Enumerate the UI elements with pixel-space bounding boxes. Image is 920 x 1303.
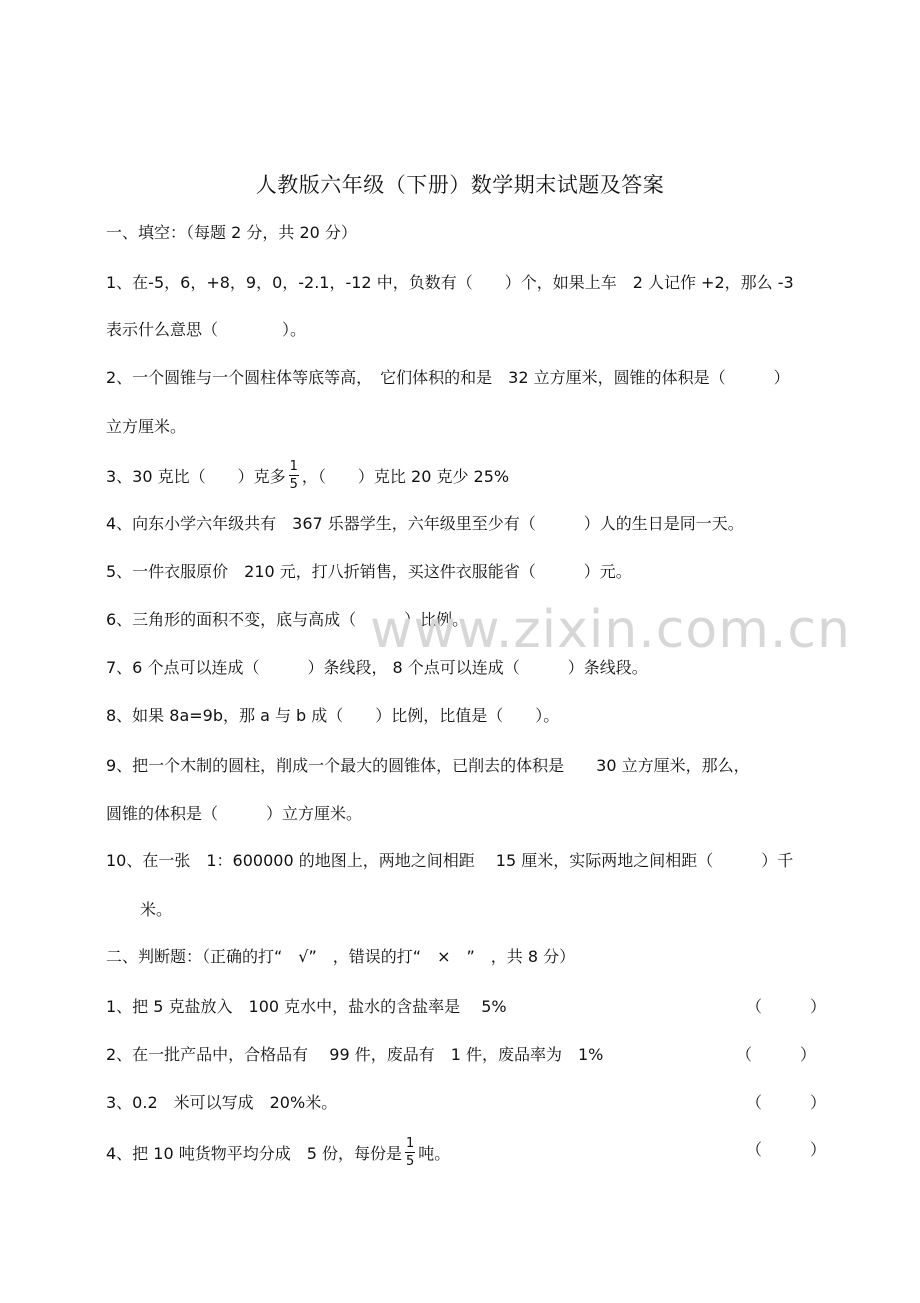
page-title: 人教版六年级（下册）数学期末试题及答案 bbox=[255, 173, 665, 197]
judgment-2-answer-blank: （ ） bbox=[736, 1045, 817, 1064]
fraction-one-fifth bbox=[289, 459, 299, 492]
question-10-line-1: 10、在一张 1：600000 的地图上，两地之间相距 15 厘米，实际两地之间相距（ ）千 bbox=[106, 851, 794, 870]
judgment-1-answer-blank: （ ） bbox=[746, 997, 827, 1016]
section-1-heading: 一、填空：（每题 2 分，共 20 分） bbox=[106, 223, 357, 242]
question-3-part-a: 3、30 克比（ ）克多 bbox=[106, 467, 286, 486]
fraction-numerator: 1 bbox=[405, 1136, 415, 1151]
question-1-line-2: 表示什么意思（ ）。 bbox=[106, 320, 307, 339]
question-9-line-2: 圆锥的体积是（ ）立方厘米。 bbox=[106, 804, 363, 823]
question-1-line-1: 1、在-5，6，+8，9，0，-2.1，-12 中，负数有（ ）个，如果上车 2 人记作 +2，那么 -3 bbox=[106, 273, 794, 292]
fraction-denominator: 5 bbox=[405, 1154, 415, 1169]
question-3-part-b: ，（ ）克比 20 克少 25% bbox=[301, 467, 510, 486]
question-4: 4、向东小学六年级共有 367 乐器学生，六年级里至少有（ ）人的生日是同一天。 bbox=[106, 514, 744, 533]
fraction-bar bbox=[405, 1152, 415, 1153]
judgment-1: 1、把 5 克盐放入 100 克水中，盐水的含盐率是 5% bbox=[106, 997, 507, 1016]
question-5: 5、一件衣服原价 210 元，打八折销售，买这件衣服能省（ ）元。 bbox=[106, 562, 632, 581]
question-2-line-2: 立方厘米。 bbox=[106, 417, 187, 436]
section-2-heading: 二、判断题：（正确的打“ √” ，错误的打“ × ” ，共 8 分） bbox=[106, 947, 576, 966]
question-8: 8、如果 8a=9b，那 a 与 b 成（ ）比例，比值是（ ）。 bbox=[106, 706, 560, 725]
question-2-line-1: 2、一个圆锥与一个圆柱体等底等高， 它们体积的和是 32 立方厘米，圆锥的体积是（ ） bbox=[106, 368, 790, 387]
question-9-line-1: 9、把一个木制的圆柱，削成一个最大的圆锥体，已削去的体积是 30 立方厘米，那么， bbox=[106, 756, 750, 775]
watermark-text: www.zixin.com.cn bbox=[370, 600, 851, 660]
fraction-denominator: 5 bbox=[289, 477, 298, 492]
judgment-3: 3、0.2 米可以写成 20%米。 bbox=[106, 1093, 338, 1112]
question-3 bbox=[106, 461, 509, 494]
fraction-one-fifth-ton bbox=[405, 1136, 415, 1169]
judgment-2: 2、在一批产品中，合格品有 99 件，废品有 1 件，废品率为 1% bbox=[106, 1045, 604, 1064]
judgment-4-part-b: 吨。 bbox=[418, 1144, 451, 1163]
fraction-numerator: 1 bbox=[289, 459, 298, 474]
question-7: 7、6 个点可以连成（ ）条线段， 8 个点可以连成（ ）条线段。 bbox=[106, 658, 648, 677]
question-10-line-2: 米。 bbox=[140, 900, 173, 919]
judgment-4-part-a: 4、把 10 吨货物平均分成 5 份，每份是 bbox=[106, 1144, 402, 1163]
question-6: 6、三角形的面积不变，底与高成（ ）比例。 bbox=[106, 610, 469, 629]
judgment-4-answer-blank: （ ） bbox=[746, 1140, 827, 1159]
judgment-3-answer-blank: （ ） bbox=[746, 1093, 827, 1112]
fraction-bar bbox=[289, 475, 299, 476]
judgment-4 bbox=[106, 1138, 450, 1171]
